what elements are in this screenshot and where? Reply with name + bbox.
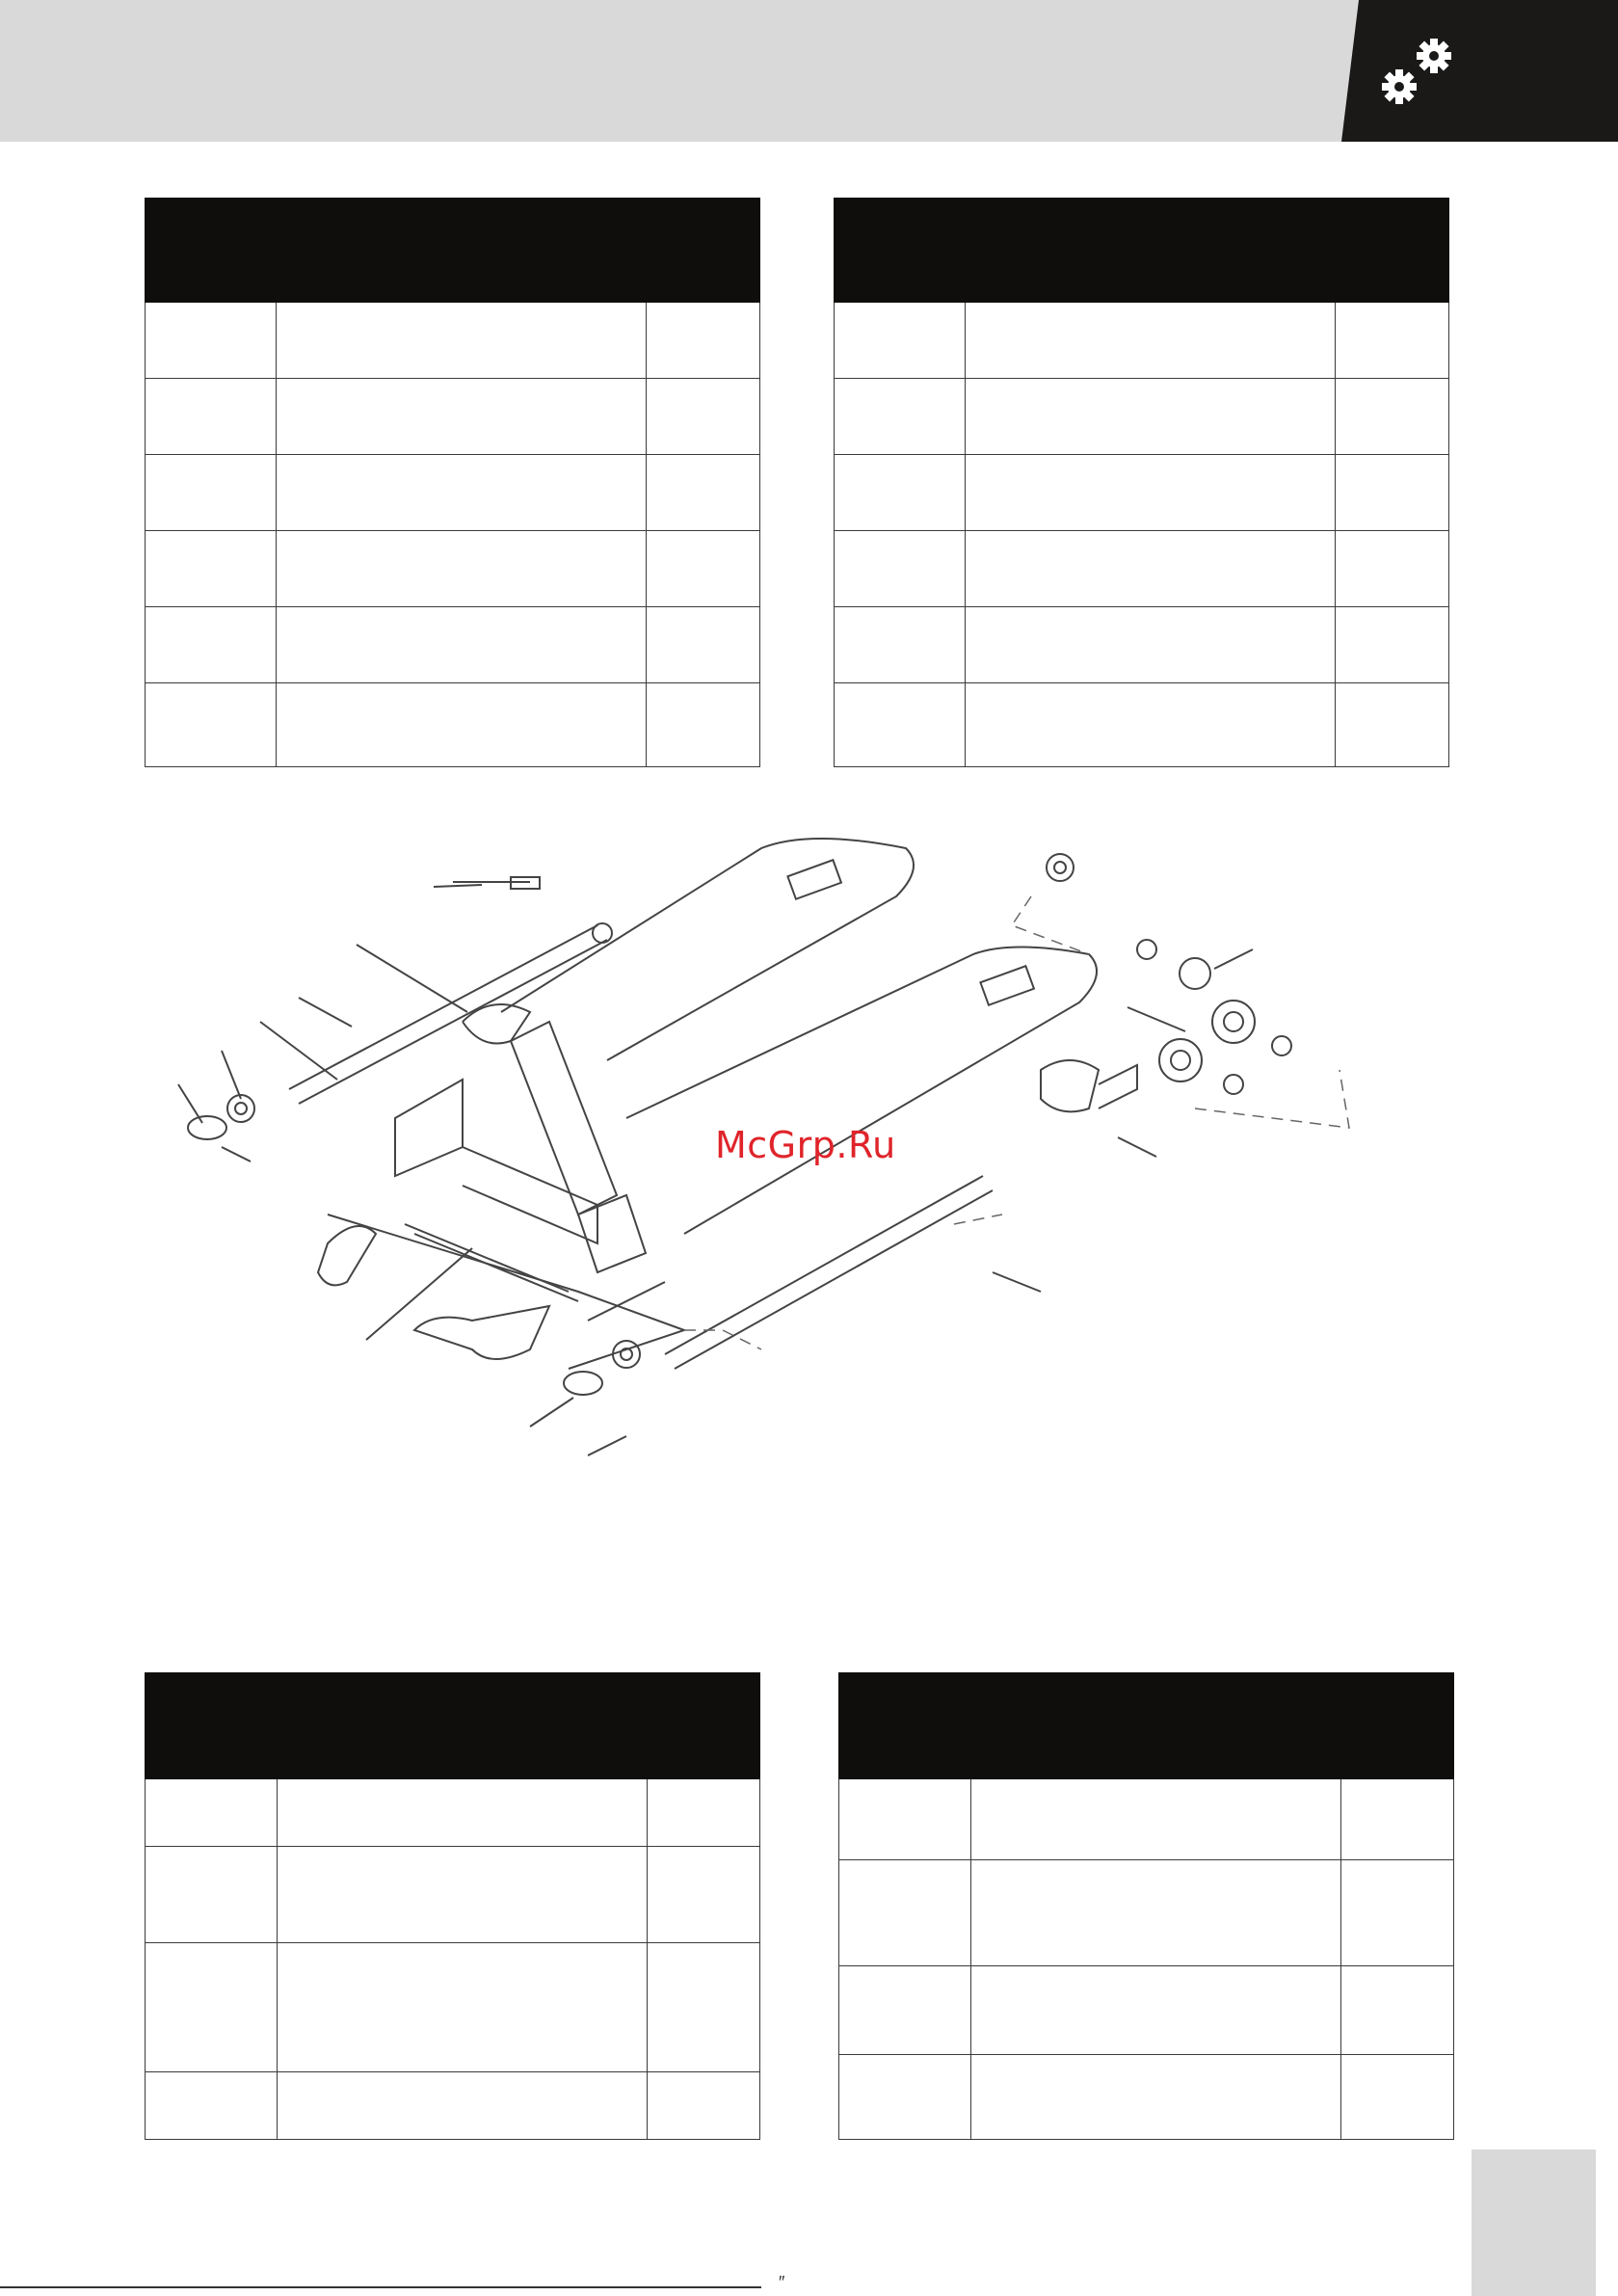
header-cell	[1336, 199, 1449, 303]
fork-right	[626, 948, 1097, 1235]
header-cell	[1341, 1673, 1454, 1779]
header-cell	[146, 199, 277, 303]
table-row	[835, 455, 1449, 531]
footer-mark: ″	[779, 2273, 785, 2292]
table-row	[835, 683, 1449, 767]
header-cell	[647, 199, 760, 303]
parts-table-1	[145, 198, 760, 767]
table-row	[839, 1779, 1454, 1860]
table-row	[146, 607, 760, 683]
table-row	[835, 303, 1449, 379]
table-row	[146, 1779, 760, 1847]
watermark: McGrp.Ru	[715, 1124, 896, 1166]
header-cell	[277, 199, 647, 303]
table-row	[146, 455, 760, 531]
header-cell	[648, 1673, 760, 1779]
fork-left	[501, 839, 914, 1060]
linkage-arm	[318, 1226, 376, 1285]
header-cell	[966, 199, 1336, 303]
pallet-truck-exploded-diagram	[145, 829, 1426, 1523]
table-row	[146, 379, 760, 455]
table-row	[839, 1966, 1454, 2055]
table-row	[146, 2072, 760, 2140]
header-cell	[835, 199, 966, 303]
table-row	[835, 531, 1449, 607]
frame-base	[395, 1080, 463, 1176]
table-row	[839, 2055, 1454, 2140]
table-row	[146, 1943, 760, 2072]
table-row	[146, 683, 760, 767]
header-cell	[839, 1673, 971, 1779]
parts-table-2	[834, 198, 1449, 767]
parts-table-3	[145, 1672, 760, 2140]
table-row	[146, 303, 760, 379]
header-cell	[971, 1673, 1341, 1779]
parts-table-4	[838, 1672, 1454, 2140]
header-cell	[146, 1673, 278, 1779]
footer-rule	[0, 2286, 761, 2288]
table-row	[146, 531, 760, 607]
table-row	[835, 607, 1449, 683]
gears-icon	[1378, 27, 1465, 114]
page-number-box	[1472, 2149, 1596, 2296]
header-cell	[278, 1673, 648, 1779]
table-row	[835, 379, 1449, 455]
table-row	[839, 1860, 1454, 1966]
table-row	[146, 1847, 760, 1943]
